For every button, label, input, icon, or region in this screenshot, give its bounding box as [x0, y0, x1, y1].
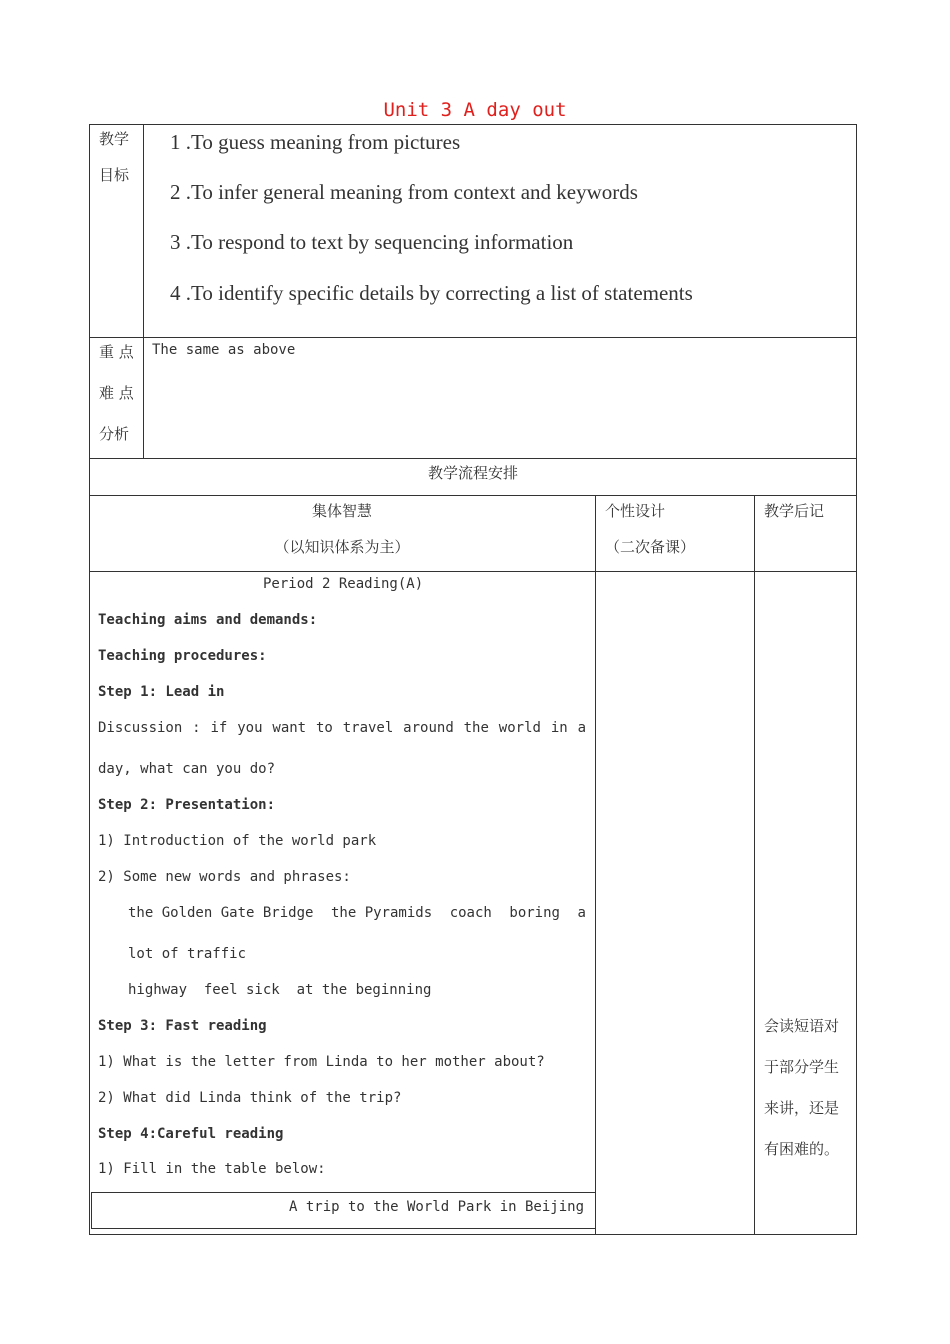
- table-bottom-border: [89, 1234, 857, 1235]
- col1-title: 集体智慧: [311, 502, 372, 520]
- discussion-word: to: [315, 720, 333, 736]
- phrase: the Pyramids: [330, 905, 433, 921]
- note-line-1: 会读短语对: [764, 1017, 840, 1035]
- table-right-border: [856, 124, 857, 1235]
- question-1: 1) What is the letter from Linda to her mother about?: [98, 1054, 545, 1070]
- phrases-line-1: [128, 905, 586, 921]
- table-top-border-right: [800, 124, 857, 125]
- step1-heading: Step 1: Lead in: [98, 684, 225, 700]
- aims-heading: Teaching aims and demands:: [98, 612, 318, 628]
- discussion-continuation: day, what can you do?: [98, 761, 276, 777]
- col3-title: 教学后记: [764, 502, 825, 520]
- row-divider-1: [89, 337, 857, 338]
- discussion-word: you: [237, 720, 263, 736]
- intro-item: 1) Introduction of the world park: [98, 833, 377, 849]
- phrase: a: [577, 905, 586, 921]
- phrase: the Golden Gate Bridge: [128, 905, 314, 921]
- label-column-divider: [143, 124, 144, 458]
- note-line-2: 于部分学生: [764, 1058, 840, 1076]
- note-line-4: 有困难的。: [764, 1140, 840, 1158]
- objectives-label-1: 教学: [99, 130, 130, 148]
- discussion-word: travel: [342, 720, 394, 736]
- phrase: coach: [449, 905, 492, 921]
- keypoints-label-1: 重 点: [99, 343, 134, 361]
- table-top-border: [89, 124, 800, 125]
- inner-table-caption: A trip to the World Park in Beijing: [289, 1199, 585, 1215]
- step4-heading: Step 4:Careful reading: [98, 1126, 284, 1142]
- inner-table-bottom: [91, 1228, 596, 1229]
- phrases-line-3: highway feel sick at the beginning: [128, 982, 432, 998]
- col1-subtitle: （以知识体系为主）: [274, 538, 410, 556]
- col2-title: 个性设计: [605, 502, 666, 520]
- note-line-3: 来讲，还是: [764, 1099, 840, 1117]
- discussion-word: around: [403, 720, 454, 736]
- new-words-item: 2) Some new words and phrases:: [98, 869, 351, 885]
- keypoints-label-3: 分析: [99, 425, 130, 443]
- discussion-word: :: [192, 720, 201, 736]
- discussion-word: if: [210, 720, 228, 736]
- procedures-heading: Teaching procedures:: [98, 648, 267, 664]
- flow-header: 教学流程安排: [427, 464, 518, 482]
- column-divider-2: [754, 495, 755, 1235]
- keypoints-text: The same as above: [152, 342, 296, 358]
- inner-table-top: [91, 1192, 596, 1193]
- objective-2: 2 .To infer general meaning from context and keywords: [170, 180, 638, 204]
- fill-table-item: 1) Fill in the table below:: [98, 1161, 326, 1177]
- column-divider-1: [595, 495, 596, 1235]
- step3-heading: Step 3: Fast reading: [98, 1018, 267, 1034]
- row-divider-2: [89, 458, 857, 459]
- row-divider-3: [89, 495, 857, 496]
- phrase: boring: [509, 905, 560, 921]
- objective-3: 3 .To respond to text by sequencing information: [170, 230, 574, 254]
- objectives-label-2: 目标: [99, 166, 130, 184]
- col2-subtitle: （二次备课）: [605, 538, 696, 556]
- discussion-word: world: [498, 720, 541, 736]
- period-heading: Period 2 Reading(A): [263, 576, 424, 592]
- discussion-word: the: [463, 720, 489, 736]
- discussion-word: in: [550, 720, 568, 736]
- phrases-line-2: lot of traffic: [128, 946, 247, 962]
- discussion-word: want: [272, 720, 307, 736]
- keypoints-label-2: 难 点: [99, 384, 134, 402]
- step2-heading: Step 2: Presentation:: [98, 797, 276, 813]
- row-divider-4: [89, 571, 857, 572]
- discussion-word: a: [577, 720, 586, 736]
- document-title: Unit 3 A day out: [383, 99, 567, 121]
- question-2: 2) What did Linda think of the trip?: [98, 1090, 402, 1106]
- objective-1: 1 .To guess meaning from pictures: [170, 130, 461, 154]
- table-left-border: [89, 124, 90, 1235]
- inner-table-left: [91, 1192, 92, 1229]
- objective-4: 4 .To identify specific details by correcting a list of statements: [170, 281, 693, 305]
- discussion-word: Discussion: [98, 720, 183, 736]
- discussion-line: [98, 720, 586, 736]
